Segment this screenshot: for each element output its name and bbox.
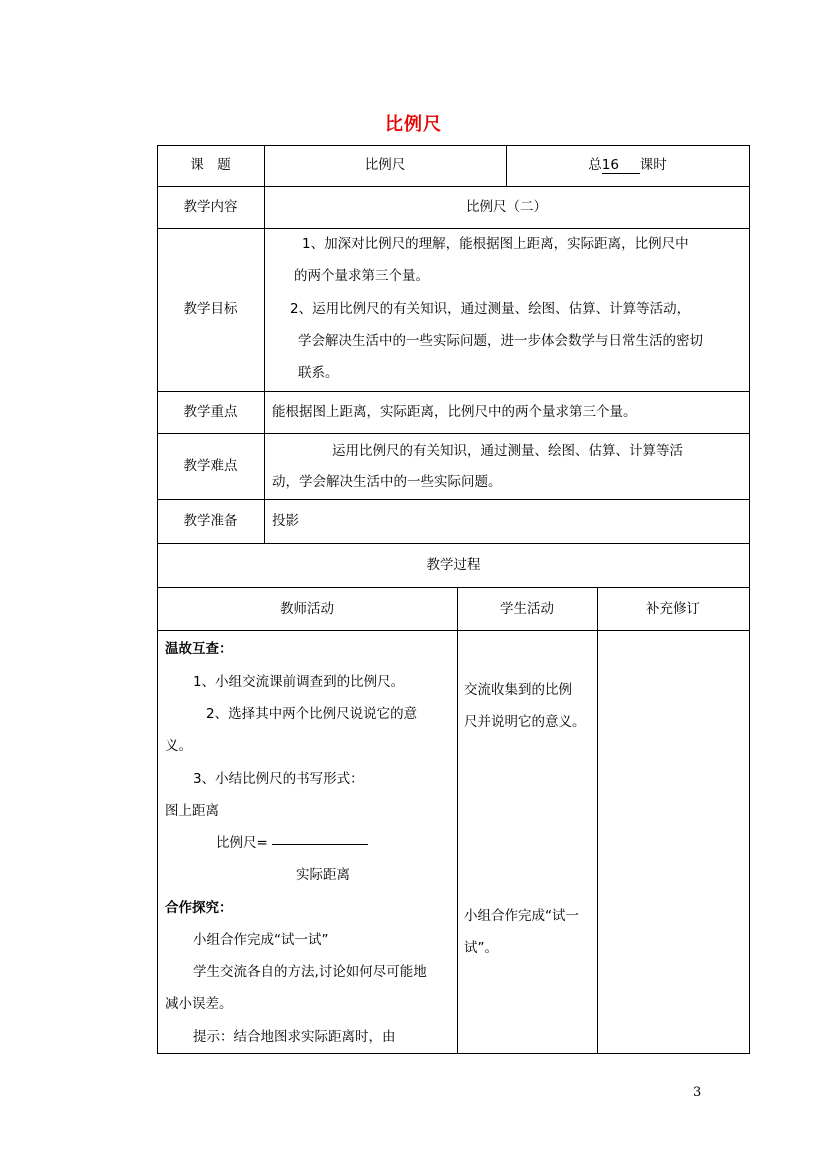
teacher-line: 义。 [165, 738, 192, 754]
student-line: 小组合作完成“试一 [464, 908, 579, 924]
ratio-denominator: 实际距离 [296, 867, 350, 883]
row-border [157, 630, 750, 631]
goals-label: 教学目标 [183, 301, 238, 317]
goals-line: 2、运用比例尺的有关知识，通过测量、绘图、估算、计算等活动， [290, 301, 691, 317]
ratio-label: 比例尺= [216, 835, 268, 851]
subject-label: 课 题 [190, 157, 231, 173]
notes-column-header: 补充修订 [646, 601, 700, 617]
student-line: 尺并说明它的意义。 [464, 714, 586, 730]
lesson-plan-table [157, 145, 750, 1054]
preparation-value: 投影 [272, 513, 299, 529]
goals-line: 联系。 [298, 365, 339, 381]
subject-value: 比例尺 [364, 157, 406, 173]
row-border [157, 1053, 750, 1054]
review-heading: 温故互查： [165, 641, 233, 657]
row-border [157, 186, 750, 187]
ratio-numerator: 图上距离 [165, 803, 219, 819]
hours-suffix: 课时 [639, 157, 667, 173]
teacher-column-header: 教师活动 [280, 601, 334, 617]
teacher-line: 提示：结合地图求实际距离时，由 [193, 1029, 396, 1045]
teacher-line: 学生交流各自的方法,讨论如何尽可能地 [193, 964, 427, 980]
teacher-line: 2、选择其中两个比例尺说说它的意 [206, 706, 418, 722]
process-title: 教学过程 [426, 557, 481, 573]
row-border [157, 228, 750, 229]
teacher-line: 1、小组交流课前调查到的比例尺。 [193, 674, 405, 690]
fraction-bar [272, 844, 368, 845]
key-points-value: 能根据图上距离，实际距离，比例尺中的两个量求第三个量。 [272, 404, 637, 420]
hours-prefix: 总 [588, 157, 602, 173]
col-border [457, 587, 458, 1053]
row-border [157, 543, 750, 544]
col-border [597, 587, 598, 1053]
preparation-label: 教学准备 [183, 513, 238, 529]
key-points-label: 教学重点 [183, 404, 238, 420]
content-label: 教学内容 [183, 199, 238, 215]
difficulties-line: 运用比例尺的有关知识，通过测量、绘图、估算、计算等活 [332, 443, 683, 459]
content-value: 比例尺（二） [466, 199, 547, 215]
explore-heading: 合作探究： [165, 900, 233, 916]
row-border [157, 433, 750, 434]
row-border [157, 145, 750, 146]
difficulties-label: 教学难点 [183, 458, 238, 474]
row-border [157, 587, 750, 588]
goals-line: 1、加深对比例尺的理解，能根据图上距离，实际距离，比例尺中 [302, 236, 689, 252]
student-line: 交流收集到的比例 [464, 682, 572, 698]
row-border [157, 391, 750, 392]
col-border [749, 145, 750, 1054]
teacher-line: 小组合作完成“试一试” [193, 932, 329, 948]
teacher-line: 3、小结比例尺的书写形式： [193, 771, 364, 787]
page-number: 3 [693, 1085, 702, 1100]
hours-value: 16 [602, 158, 640, 174]
teacher-line: 减小误差。 [165, 996, 233, 1012]
student-column-header: 学生活动 [500, 601, 554, 617]
student-line: 试”。 [464, 940, 498, 956]
document-title: 比例尺 [385, 114, 442, 135]
total-hours [506, 156, 749, 174]
row-border [157, 499, 750, 500]
goals-line: 学会解决生活中的一些实际问题，进一步体会数学与日常生活的密切 [298, 333, 703, 349]
difficulties-line: 动，学会解决生活中的一些实际问题。 [272, 474, 502, 490]
goals-line: 的两个量求第三个量。 [294, 268, 429, 284]
